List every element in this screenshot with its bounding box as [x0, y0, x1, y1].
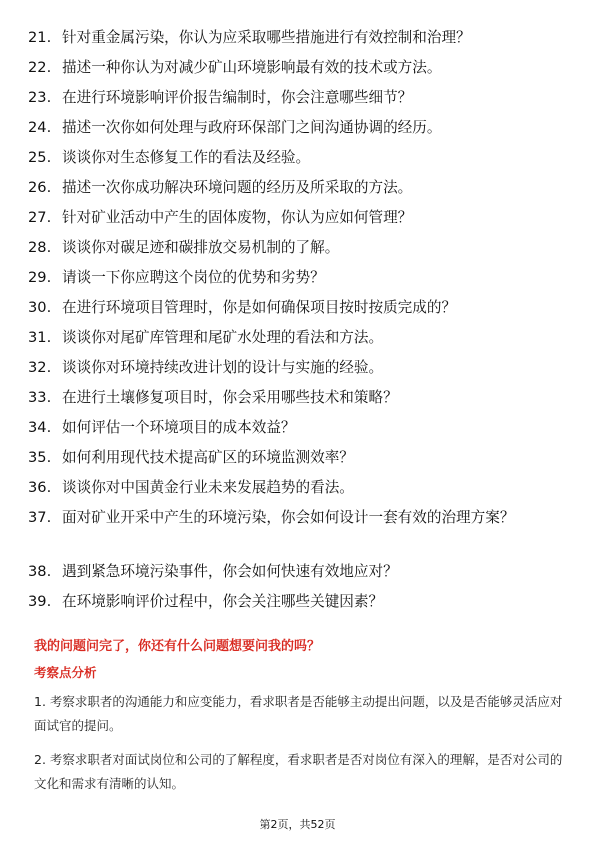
- analysis-point: 1. 考察求职者的沟通能力和应变能力，看求职者是否能够主动提出问题，以及是否能够灵活应对面试官的提问。: [34, 694, 563, 733]
- question-text: 针对矿业活动中产生的固体废物，你认为应如何管理？: [62, 209, 413, 226]
- question-text: 在进行土壤修复项目时，你会采用哪些技术和策略？: [62, 389, 398, 406]
- question-item: 33. 在进行土壤修复项目时，你会采用哪些技术和策略？: [28, 386, 573, 410]
- question-item: 27. 针对矿业活动中产生的固体废物，你认为应如何管理？: [28, 206, 573, 230]
- question-text: 描述一次你成功解决环境问题的经历及所采取的方法。: [62, 179, 413, 196]
- question-text: 如何评估一个环境项目的成本效益？: [62, 419, 296, 436]
- analysis-title: 考察点分析: [34, 665, 97, 680]
- question-item: 24. 描述一次你如何处理与政府环保部门之间沟通协调的经历。: [28, 116, 573, 140]
- question-text: 描述一次你如何处理与政府环保部门之间沟通协调的经历。: [62, 119, 442, 136]
- question-text: 描述一种你认为对减少矿山环境影响最有效的技术或方法。: [62, 59, 442, 76]
- question-text: 如何利用现代技术提高矿区的环境监测效率？: [62, 449, 354, 466]
- question-item: 21. 针对重金属污染，你认为应采取哪些措施进行有效控制和治理？: [28, 26, 573, 50]
- question-item: 26. 描述一次你成功解决环境问题的经历及所采取的方法。: [28, 176, 573, 200]
- page-footer: 第2页，共52页: [259, 818, 336, 831]
- question-text: 遇到紧急环境污染事件，你会如何快速有效地应对？: [62, 563, 398, 580]
- question-item: 39. 在环境影响评价过程中，你会关注哪些关键因素？: [28, 590, 573, 614]
- question-item: 29. 请谈一下你应聘这个岗位的优势和劣势？: [28, 266, 573, 290]
- question-text: 谈谈你对碳足迹和碳排放交易机制的了解。: [62, 239, 340, 256]
- question-text: 谈谈你对中国黄金行业未来发展趋势的看法。: [62, 479, 354, 496]
- question-text: 谈谈你对环境持续改进计划的设计与实施的经验。: [62, 359, 384, 376]
- question-text: 在进行环境影响评价报告编制时，你会注意哪些细节？: [62, 89, 413, 106]
- question-item: 38. 遇到紧急环境污染事件，你会如何快速有效地应对？: [28, 560, 573, 584]
- question-text: 请谈一下你应聘这个岗位的优势和劣势？: [62, 269, 325, 286]
- question-text: 谈谈你对尾矿库管理和尾矿水处理的看法和方法。: [62, 329, 384, 346]
- question-item: 22. 描述一种你认为对减少矿山环境影响最有效的技术或方法。: [28, 56, 573, 80]
- question-text: 面对矿业开采中产生的环境污染，你会如何设计一套有效的治理方案？: [62, 509, 515, 526]
- question-item: 34. 如何评估一个环境项目的成本效益？: [28, 416, 573, 440]
- question-text: 在进行环境项目管理时，你是如何确保项目按时按质完成的？: [62, 299, 457, 316]
- question-item: 30. 在进行环境项目管理时，你是如何确保项目按时按质完成的？: [28, 296, 573, 320]
- question-item: 31. 谈谈你对尾矿库管理和尾矿水处理的看法和方法。: [28, 326, 573, 350]
- question-text: 谈谈你对生态修复工作的看法及经验。: [62, 149, 311, 166]
- question-item: 32. 谈谈你对环境持续改进计划的设计与实施的经验。: [28, 356, 573, 380]
- closing-prompt: 我的问题问完了，你还有什么问题想要问我的吗？: [34, 639, 321, 654]
- question-item: 25. 谈谈你对生态修复工作的看法及经验。: [28, 146, 573, 170]
- question-text: 在环境影响评价过程中，你会关注哪些关键因素？: [62, 593, 384, 610]
- question-item: 36. 谈谈你对中国黄金行业未来发展趋势的看法。: [28, 476, 573, 500]
- question-list: [28, 26, 573, 620]
- analysis-point: 2. 考察求职者对面试岗位和公司的了解程度，看求职者是否对岗位有深入的理解，是否对公司的文化和需求有清晰的认知。: [34, 752, 563, 791]
- question-item: 37. 面对矿业开采中产生的环境污染，你会如何设计一套有效的治理方案？: [28, 506, 573, 554]
- question-item: 23. 在进行环境影响评价报告编制时，你会注意哪些细节？: [28, 86, 573, 110]
- question-item: 28. 谈谈你对碳足迹和碳排放交易机制的了解。: [28, 236, 573, 260]
- question-item: 35. 如何利用现代技术提高矿区的环境监测效率？: [28, 446, 573, 470]
- question-text: 针对重金属污染，你认为应采取哪些措施进行有效控制和治理？: [62, 29, 471, 46]
